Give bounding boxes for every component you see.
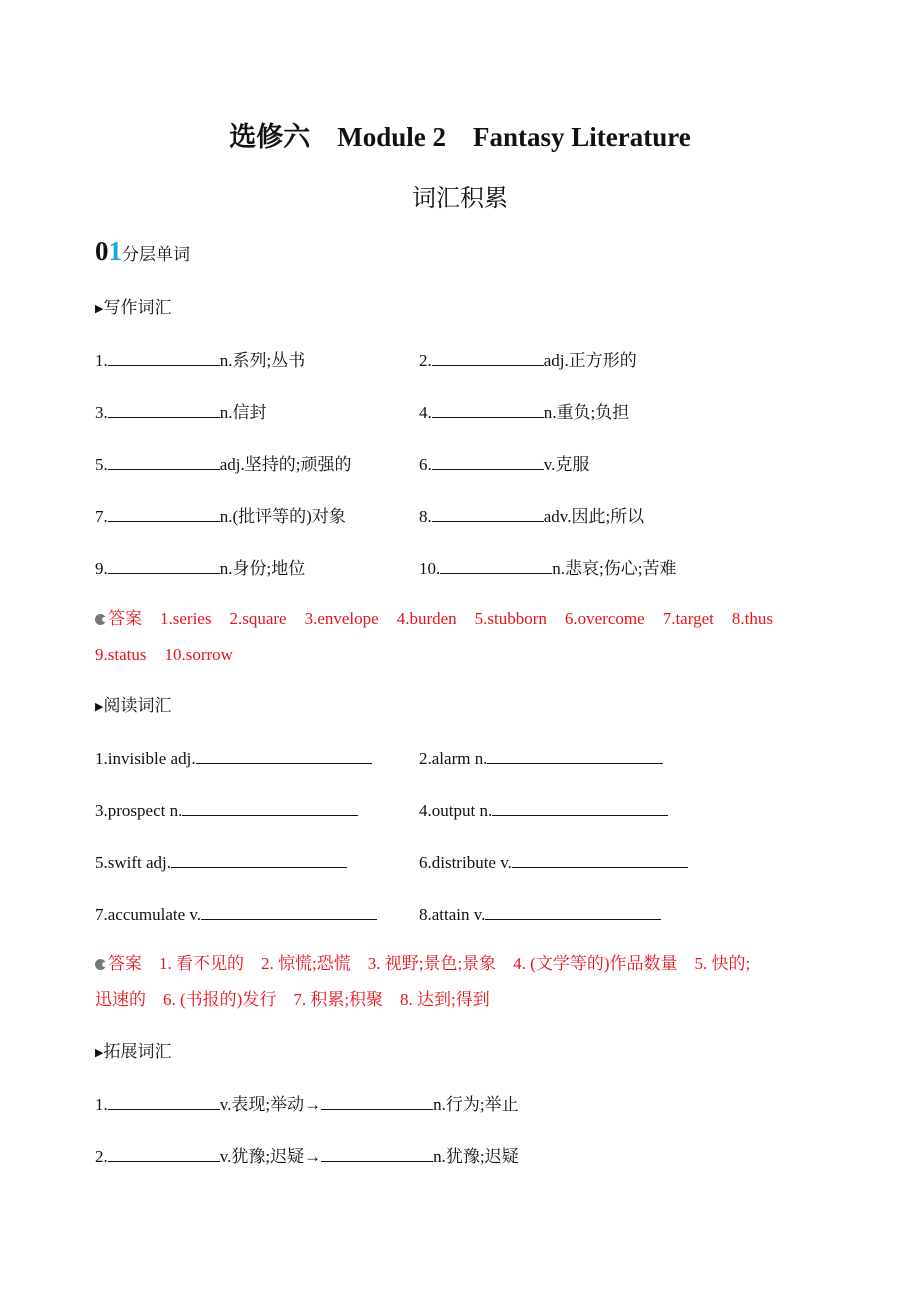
writing-item: 2. adj.正方形的 <box>419 351 637 370</box>
writing-item: 8. adv.因此;所以 <box>419 507 645 526</box>
writing-item: 5. adj.坚持的;顽强的 <box>95 455 352 474</box>
answer-item: 8.thus <box>731 609 773 628</box>
reading-item: 4.output n. <box>419 799 668 822</box>
answer-blank[interactable] <box>321 1093 433 1110</box>
answer-blank[interactable] <box>108 505 220 522</box>
section-number-accent: 1 <box>108 236 122 266</box>
answer-blank[interactable] <box>108 453 220 470</box>
answer-item: 1.series <box>160 609 212 628</box>
answer-blank[interactable] <box>492 799 668 816</box>
answer-blank[interactable] <box>485 903 661 920</box>
answer-blank[interactable] <box>182 799 358 816</box>
answer-blank[interactable] <box>171 851 347 868</box>
writing-answers-line2 <box>95 644 233 666</box>
extension-heading: ▶拓展词汇 <box>95 1042 172 1061</box>
section-heading <box>95 236 190 266</box>
answer-blank[interactable] <box>108 401 220 418</box>
answer-blank[interactable] <box>432 505 544 522</box>
writing-item: 3. n.信封 <box>95 403 267 422</box>
reading-heading: ▶阅读词汇 <box>95 696 172 715</box>
answer-item: 10.sorrow <box>164 645 233 664</box>
reading-answers-line2: 迅速的 6. (书报的)发行 7. 积累;积聚 8. 达到;得到 <box>95 990 490 1009</box>
answer-blank[interactable] <box>108 1145 220 1162</box>
answer-blank[interactable] <box>432 349 544 366</box>
reading-item: 6.distribute v. <box>419 851 688 874</box>
reading-answers: 答案 1. 看不见的 2. 惊慌;恐慌 3. 视野;景色;景象 4. (文学等的)作品数量 5. 快的; <box>95 953 750 975</box>
answer-item: 2.square <box>229 609 287 628</box>
answer-blank[interactable] <box>196 747 372 764</box>
writing-item: 6. v.克服 <box>419 455 590 474</box>
triangle-icon: ▶ <box>95 303 104 315</box>
answer-blank[interactable] <box>201 903 377 920</box>
answer-blank[interactable] <box>432 453 544 470</box>
writing-item: 7. n.(批评等的)对象 <box>95 507 346 526</box>
triangle-icon: ▶ <box>95 701 104 713</box>
answer-item: 9.status <box>95 645 147 664</box>
reading-item: 1.invisible adj. <box>95 747 372 770</box>
reading-item: 8.attain v. <box>419 903 661 926</box>
answer-icon <box>95 614 106 625</box>
answer-blank[interactable] <box>487 747 663 764</box>
page-title: 选修六 Module 2 Fantasy Literature <box>229 122 691 152</box>
answer-blank[interactable] <box>108 1093 220 1110</box>
answer-item: 6.overcome <box>564 609 645 628</box>
writing-item: 1. n.系列;丛书 <box>95 351 306 370</box>
reading-item: 7.accumulate v. <box>95 903 377 926</box>
answer-blank[interactable] <box>512 851 688 868</box>
extension-item: 1. v.表现;举动→ n.行为;举止 <box>95 1095 519 1114</box>
triangle-icon: ▶ <box>95 1047 104 1059</box>
answer-blank[interactable] <box>432 401 544 418</box>
reading-item: 5.swift adj. <box>95 851 347 874</box>
answer-blank[interactable] <box>108 349 220 366</box>
writing-answers: 答案 1.series 2.square 3.envelope 4.burden 5.stubborn 6.overcome 7.target 8.thus <box>95 608 773 630</box>
answer-item: 5.stubborn <box>474 609 547 628</box>
answer-blank[interactable] <box>321 1145 433 1162</box>
answer-icon <box>95 959 106 970</box>
reading-item: 3.prospect n. <box>95 799 358 822</box>
section-number: 0 <box>95 236 109 266</box>
writing-item: 9. n.身份;地位 <box>95 559 306 578</box>
answer-item: 3.envelope <box>304 609 379 628</box>
writing-item: 10. n.悲哀;伤心;苦难 <box>419 559 677 578</box>
writing-heading: ▶写作词汇 <box>95 298 172 317</box>
answer-item: 4.burden <box>396 609 457 628</box>
extension-item: 2. v.犹豫;迟疑→ n.犹豫;迟疑 <box>95 1147 519 1166</box>
answer-blank[interactable] <box>108 557 220 574</box>
writing-item: 4. n.重负;负担 <box>419 403 630 422</box>
answer-item: 7.target <box>662 609 714 628</box>
page-subtitle: 词汇积累 <box>412 186 508 212</box>
answer-blank[interactable] <box>440 557 552 574</box>
section-label: 分层单词 <box>122 245 190 264</box>
reading-item: 2.alarm n. <box>419 747 663 770</box>
